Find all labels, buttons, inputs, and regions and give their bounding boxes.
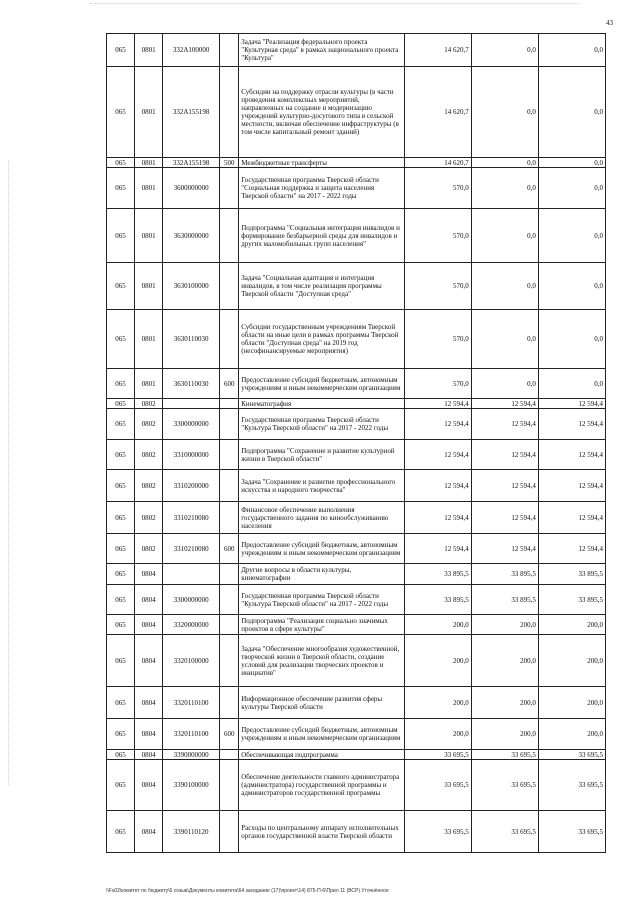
cell-section: 0804 xyxy=(135,760,163,811)
footer-file-path: \\Fs02\комитет по бюджету\6 созыв\Документы комитета\64 заседание (17)\проект\14) 875-П-6\Прил 11 (ВСР) Уточнённое xyxy=(106,888,389,894)
cell-ved: 065 xyxy=(107,310,135,369)
cell-target-code: 3630000000 xyxy=(163,209,220,263)
cell-amount-3: 12 594,4 xyxy=(538,534,605,564)
cell-amount-2: 12 594,4 xyxy=(471,470,538,502)
cell-name: Межбюджетные трансферты xyxy=(239,158,404,168)
cell-ved: 065 xyxy=(107,719,135,750)
cell-amount-1: 570,0 xyxy=(404,310,471,369)
cell-amount-1: 570,0 xyxy=(404,263,471,310)
cell-section: 0801 xyxy=(135,310,163,369)
cell-amount-2: 12 594,4 xyxy=(471,534,538,564)
scan-artifact-left xyxy=(8,160,9,785)
table-row xyxy=(107,750,606,760)
table-row xyxy=(107,719,606,750)
cell-amount-2: 12 594,4 xyxy=(471,399,538,409)
cell-ved: 065 xyxy=(107,409,135,440)
cell-amount-1: 33 695,5 xyxy=(404,750,471,760)
cell-target-code: 332A100000 xyxy=(163,34,220,67)
cell-ved: 065 xyxy=(107,534,135,564)
cell-name: Предоставление субсидий бюджетным, автономным учреждениям и иным некоммерческим организациям xyxy=(239,369,404,399)
cell-name: Информационное обеспечение развития сферы культуры Тверской области xyxy=(239,687,404,719)
table-row xyxy=(107,399,606,409)
cell-section: 0804 xyxy=(135,719,163,750)
table-row xyxy=(107,440,606,470)
cell-amount-3: 0,0 xyxy=(538,209,605,263)
table-row xyxy=(107,760,606,811)
table-row xyxy=(107,209,606,263)
cell-amount-2: 0,0 xyxy=(471,263,538,310)
cell-expense-type xyxy=(220,635,239,687)
cell-ved: 065 xyxy=(107,209,135,263)
cell-amount-1: 12 594,4 xyxy=(404,399,471,409)
cell-name: Обеспечивающая подпрограмма xyxy=(239,750,404,760)
cell-name: Расходы по центральному аппарату исполнительных органов государственной власти Тверской области xyxy=(239,811,404,853)
cell-amount-2: 0,0 xyxy=(471,369,538,399)
cell-name: Государственная программа Тверской области "Культура Тверской области" на 2017 - 2022 годы xyxy=(239,585,404,615)
cell-section: 0802 xyxy=(135,399,163,409)
cell-amount-3: 200,0 xyxy=(538,719,605,750)
cell-amount-2: 0,0 xyxy=(471,34,538,67)
table-row xyxy=(107,534,606,564)
cell-name: Другие вопросы в области культуры, кинематографии xyxy=(239,564,404,585)
cell-target-code: 3320100000 xyxy=(163,635,220,687)
cell-expense-type xyxy=(220,263,239,310)
cell-section: 0802 xyxy=(135,534,163,564)
cell-name: Задача "Социальная адаптация и интеграция инвалидов, в том числе реализация программы Тверской области "Доступная среда" xyxy=(239,263,404,310)
cell-amount-3: 200,0 xyxy=(538,615,605,635)
cell-amount-1: 12 594,4 xyxy=(404,534,471,564)
cell-amount-3: 0,0 xyxy=(538,369,605,399)
cell-ved: 065 xyxy=(107,67,135,158)
cell-amount-3: 200,0 xyxy=(538,687,605,719)
cell-name: Государственная программа Тверской области "Культура Тверской области" на 2017 - 2022 годы xyxy=(239,409,404,440)
cell-section: 0802 xyxy=(135,440,163,470)
table-row xyxy=(107,564,606,585)
cell-amount-1: 14 620,7 xyxy=(404,67,471,158)
cell-expense-type xyxy=(220,34,239,67)
cell-amount-3: 12 594,4 xyxy=(538,399,605,409)
cell-amount-2: 0,0 xyxy=(471,158,538,168)
cell-expense-type xyxy=(220,811,239,853)
cell-target-code: 3630110030 xyxy=(163,369,220,399)
cell-amount-2: 200,0 xyxy=(471,635,538,687)
cell-amount-1: 12 594,4 xyxy=(404,470,471,502)
cell-amount-2: 12 594,4 xyxy=(471,409,538,440)
cell-section: 0802 xyxy=(135,502,163,534)
cell-name: Государственная программа Тверской области "Социальная поддержка и защита населения Тверской области" на 2017 - 2022 годы xyxy=(239,168,404,209)
cell-expense-type xyxy=(220,409,239,440)
cell-expense-type xyxy=(220,687,239,719)
table-row xyxy=(107,615,606,635)
cell-target-code: 332A155198 xyxy=(163,67,220,158)
table-row xyxy=(107,409,606,440)
cell-ved: 065 xyxy=(107,687,135,719)
cell-name: Задача "Обеспечение многообразия художественной, творческой жизни в Тверской области, создание условий для реализации творческих проектов и инициатив" xyxy=(239,635,404,687)
cell-section: 0801 xyxy=(135,369,163,399)
cell-section: 0804 xyxy=(135,687,163,719)
cell-ved: 065 xyxy=(107,158,135,168)
cell-target-code: 3630110030 xyxy=(163,310,220,369)
cell-amount-2: 33 895,5 xyxy=(471,564,538,585)
cell-amount-3: 0,0 xyxy=(538,263,605,310)
cell-ved: 065 xyxy=(107,369,135,399)
cell-amount-1: 200,0 xyxy=(404,687,471,719)
cell-section: 0801 xyxy=(135,168,163,209)
cell-amount-1: 14 620,7 xyxy=(404,34,471,67)
cell-amount-2: 200,0 xyxy=(471,719,538,750)
cell-ved: 065 xyxy=(107,564,135,585)
table-row xyxy=(107,34,606,67)
table-row xyxy=(107,470,606,502)
cell-ved: 065 xyxy=(107,750,135,760)
cell-amount-1: 200,0 xyxy=(404,615,471,635)
cell-amount-2: 12 594,4 xyxy=(471,440,538,470)
table-row xyxy=(107,687,606,719)
cell-target-code: 3310210080 xyxy=(163,502,220,534)
cell-target-code: 3310000000 xyxy=(163,440,220,470)
cell-name: Финансовое обеспечение выполнения государственного задания по кинообслуживанию населения xyxy=(239,502,404,534)
cell-name: Задача "Реализация федерального проекта "Культурная среда" в рамках национального проекта "Культура" xyxy=(239,34,404,67)
table-row xyxy=(107,168,606,209)
cell-target-code: 3300000000 xyxy=(163,585,220,615)
table-row xyxy=(107,310,606,369)
cell-amount-1: 33 895,5 xyxy=(404,585,471,615)
cell-ved: 065 xyxy=(107,440,135,470)
cell-amount-2: 0,0 xyxy=(471,67,538,158)
cell-section: 0804 xyxy=(135,615,163,635)
cell-amount-3: 0,0 xyxy=(538,34,605,67)
cell-ved: 065 xyxy=(107,615,135,635)
cell-target-code: 3320110100 xyxy=(163,687,220,719)
cell-amount-1: 570,0 xyxy=(404,369,471,399)
cell-amount-3: 0,0 xyxy=(538,67,605,158)
cell-section: 0801 xyxy=(135,34,163,67)
cell-section: 0804 xyxy=(135,750,163,760)
cell-amount-3: 12 594,4 xyxy=(538,470,605,502)
cell-amount-2: 33 695,5 xyxy=(471,760,538,811)
cell-section: 0801 xyxy=(135,209,163,263)
cell-expense-type xyxy=(220,67,239,158)
cell-name: Подпрограмма "Реализация социально значимых проектов в сфере культуры" xyxy=(239,615,404,635)
cell-amount-3: 33 695,5 xyxy=(538,760,605,811)
cell-amount-2: 33 695,5 xyxy=(471,750,538,760)
cell-expense-type xyxy=(220,502,239,534)
cell-expense-type xyxy=(220,399,239,409)
cell-amount-2: 200,0 xyxy=(471,615,538,635)
cell-amount-1: 12 594,4 xyxy=(404,440,471,470)
cell-target-code: 3310210080 xyxy=(163,534,220,564)
cell-amount-1: 33 695,5 xyxy=(404,760,471,811)
cell-amount-3: 0,0 xyxy=(538,158,605,168)
cell-amount-1: 12 594,4 xyxy=(404,409,471,440)
cell-expense-type xyxy=(220,470,239,502)
cell-target-code xyxy=(163,564,220,585)
cell-amount-2: 0,0 xyxy=(471,310,538,369)
cell-section: 0802 xyxy=(135,409,163,440)
cell-expense-type xyxy=(220,760,239,811)
table-row xyxy=(107,67,606,158)
table-row xyxy=(107,158,606,168)
cell-amount-3: 12 594,4 xyxy=(538,440,605,470)
cell-target-code: 3390110120 xyxy=(163,811,220,853)
cell-target-code: 3320110100 xyxy=(163,719,220,750)
cell-section: 0802 xyxy=(135,470,163,502)
page-number: 43 xyxy=(606,19,613,27)
cell-expense-type: 600 xyxy=(220,369,239,399)
table-row xyxy=(107,263,606,310)
cell-section: 0801 xyxy=(135,158,163,168)
cell-amount-2: 33 895,5 xyxy=(471,585,538,615)
cell-ved: 065 xyxy=(107,760,135,811)
cell-target-code: 3630100000 xyxy=(163,263,220,310)
cell-name: Обеспечение деятельности главного администратора (администратора) государственной программы и администраторов государственной программы xyxy=(239,760,404,811)
cell-target-code: 3320000000 xyxy=(163,615,220,635)
cell-amount-3: 33 895,5 xyxy=(538,564,605,585)
cell-expense-type xyxy=(220,440,239,470)
cell-section: 0804 xyxy=(135,635,163,687)
cell-ved: 065 xyxy=(107,263,135,310)
cell-amount-2: 0,0 xyxy=(471,209,538,263)
cell-amount-3: 0,0 xyxy=(538,310,605,369)
cell-amount-2: 12 594,4 xyxy=(471,502,538,534)
cell-amount-3: 33 695,5 xyxy=(538,811,605,853)
cell-section: 0804 xyxy=(135,811,163,853)
cell-expense-type xyxy=(220,209,239,263)
cell-amount-3: 33 895,5 xyxy=(538,585,605,615)
cell-ved: 065 xyxy=(107,811,135,853)
cell-target-code: 3300000000 xyxy=(163,409,220,440)
scan-artifact-top xyxy=(90,3,580,5)
cell-expense-type xyxy=(220,168,239,209)
cell-ved: 065 xyxy=(107,399,135,409)
cell-amount-2: 200,0 xyxy=(471,687,538,719)
cell-amount-1: 200,0 xyxy=(404,719,471,750)
cell-name: Кинематография xyxy=(239,399,404,409)
cell-ved: 065 xyxy=(107,168,135,209)
cell-name: Субсидии государственным учреждениям Тверской области на иные цели в рамках программы Тверской области "Доступная среда" на 2019 год (несофинансируемые мероприятия) xyxy=(239,310,404,369)
cell-section: 0804 xyxy=(135,564,163,585)
cell-name: Предоставление субсидий бюджетным, автономным учреждениям и иным некоммерческим организациям xyxy=(239,719,404,750)
budget-table-body xyxy=(107,34,606,853)
cell-ved: 065 xyxy=(107,635,135,687)
cell-expense-type xyxy=(220,585,239,615)
cell-name: Подпрограмма "Социальная интеграция инвалидов и формирование безбарьерной среды для инвалидов и других маломобильных групп населения" xyxy=(239,209,404,263)
table-row xyxy=(107,585,606,615)
budget-table xyxy=(106,33,606,853)
cell-expense-type xyxy=(220,750,239,760)
cell-expense-type xyxy=(220,310,239,369)
cell-amount-1: 12 594,4 xyxy=(404,502,471,534)
cell-section: 0801 xyxy=(135,67,163,158)
cell-target-code: 3390100000 xyxy=(163,760,220,811)
table-row xyxy=(107,811,606,853)
cell-target-code: 3390000000 xyxy=(163,750,220,760)
cell-ved: 065 xyxy=(107,585,135,615)
cell-amount-1: 33 895,5 xyxy=(404,564,471,585)
cell-amount-2: 0,0 xyxy=(471,168,538,209)
cell-amount-2: 33 695,5 xyxy=(471,811,538,853)
cell-amount-3: 0,0 xyxy=(538,168,605,209)
cell-target-code: 3310200000 xyxy=(163,470,220,502)
cell-section: 0804 xyxy=(135,585,163,615)
cell-ved: 065 xyxy=(107,34,135,67)
cell-amount-1: 200,0 xyxy=(404,635,471,687)
cell-ved: 065 xyxy=(107,470,135,502)
cell-amount-1: 14 620,7 xyxy=(404,158,471,168)
cell-amount-1: 570,0 xyxy=(404,168,471,209)
cell-name: Субсидии на поддержку отрасли культуры (в части проведения комплексных мероприятий, направленных на создание и модернизацию учреждений культурно-досугового типа в сельской местности, включая обеспечение инфраструктуры (в том числе капитальный ремонт зданий) xyxy=(239,67,404,158)
table-row xyxy=(107,369,606,399)
cell-target-code: 3600000000 xyxy=(163,168,220,209)
cell-amount-1: 570,0 xyxy=(404,209,471,263)
cell-amount-3: 12 594,4 xyxy=(538,502,605,534)
cell-name: Предоставление субсидий бюджетным, автономным учреждениям и иным некоммерческим организациям xyxy=(239,534,404,564)
cell-expense-type: 600 xyxy=(220,534,239,564)
cell-section: 0801 xyxy=(135,263,163,310)
cell-target-code: 332A155198 xyxy=(163,158,220,168)
cell-name: Задача "Сохранение и развитие профессионального искусства и народного творчества" xyxy=(239,470,404,502)
cell-amount-1: 33 695,5 xyxy=(404,811,471,853)
table-row xyxy=(107,502,606,534)
table-row xyxy=(107,635,606,687)
cell-target-code xyxy=(163,399,220,409)
cell-amount-3: 33 695,5 xyxy=(538,750,605,760)
cell-ved: 065 xyxy=(107,502,135,534)
cell-amount-3: 200,0 xyxy=(538,635,605,687)
cell-expense-type xyxy=(220,615,239,635)
cell-amount-3: 12 594,4 xyxy=(538,409,605,440)
cell-expense-type xyxy=(220,564,239,585)
cell-expense-type: 600 xyxy=(220,719,239,750)
cell-expense-type: 500 xyxy=(220,158,239,168)
cell-name: Подпрограмма "Сохранение и развитие культурной жизни в Тверской области" xyxy=(239,440,404,470)
